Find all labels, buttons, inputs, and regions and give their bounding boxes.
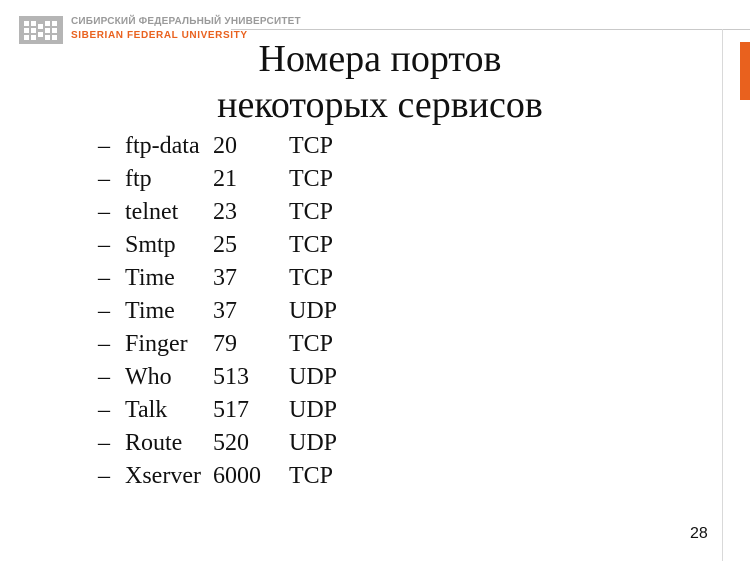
protocol: UDP [289, 364, 338, 390]
bullet-dash: – [98, 331, 110, 357]
protocol: TCP [289, 133, 334, 159]
service-name: Xserver [125, 463, 201, 489]
bullet-dash: – [98, 298, 110, 324]
service-name: Time [125, 298, 175, 324]
port-number: 20 [213, 133, 237, 159]
service-name: telnet [125, 199, 179, 225]
page-number: 28 [690, 525, 708, 542]
protocol: UDP [289, 430, 338, 456]
service-name: Who [125, 364, 172, 390]
bullet-dash: – [98, 199, 110, 225]
protocol: TCP [289, 265, 334, 291]
service-name: Route [125, 430, 183, 456]
bullet-dash: – [98, 133, 110, 159]
port-number: 23 [213, 199, 237, 225]
service-name: Smtp [125, 232, 176, 258]
slide-title [130, 36, 630, 128]
protocol: TCP [289, 331, 334, 357]
port-number: 513 [213, 364, 249, 390]
protocol: UDP [289, 298, 338, 324]
accent-tab [740, 42, 750, 100]
port-number: 6000 [213, 463, 261, 489]
bullet-dash: – [98, 232, 110, 258]
header-divider [231, 29, 750, 30]
service-name: Time [125, 265, 175, 291]
bullet-dash: – [98, 463, 110, 489]
logo-text-english: SIBERIAN FEDERAL UNIVERSITY [71, 30, 248, 41]
slide-title-line-1: Номера портов [258, 38, 502, 80]
protocol: TCP [289, 166, 334, 192]
port-number: 517 [213, 397, 249, 423]
port-number: 25 [213, 232, 237, 258]
protocol: TCP [289, 199, 334, 225]
logo-text-russian: СИБИРСКИЙ ФЕДЕРАЛЬНЫЙ УНИВЕРСИТЕТ [71, 16, 301, 27]
bullet-dash: – [98, 166, 110, 192]
service-name: Finger [125, 331, 188, 357]
port-number: 520 [213, 430, 249, 456]
service-name: Talk [125, 397, 168, 423]
sfu-logo-icon [19, 16, 63, 44]
slide-title-line-2: некоторых сервисов [217, 84, 543, 126]
bullet-dash: – [98, 265, 110, 291]
service-name: ftp-data [125, 133, 200, 159]
protocol: TCP [289, 463, 334, 489]
bullet-dash: – [98, 364, 110, 390]
port-number: 21 [213, 166, 237, 192]
protocol: TCP [289, 232, 334, 258]
bullet-dash: – [98, 397, 110, 423]
port-number: 79 [213, 331, 237, 357]
bullet-dash: – [98, 430, 110, 456]
protocol: UDP [289, 397, 338, 423]
port-number: 37 [213, 265, 237, 291]
service-name: ftp [125, 166, 152, 192]
port-number: 37 [213, 298, 237, 324]
right-divider [722, 29, 723, 561]
